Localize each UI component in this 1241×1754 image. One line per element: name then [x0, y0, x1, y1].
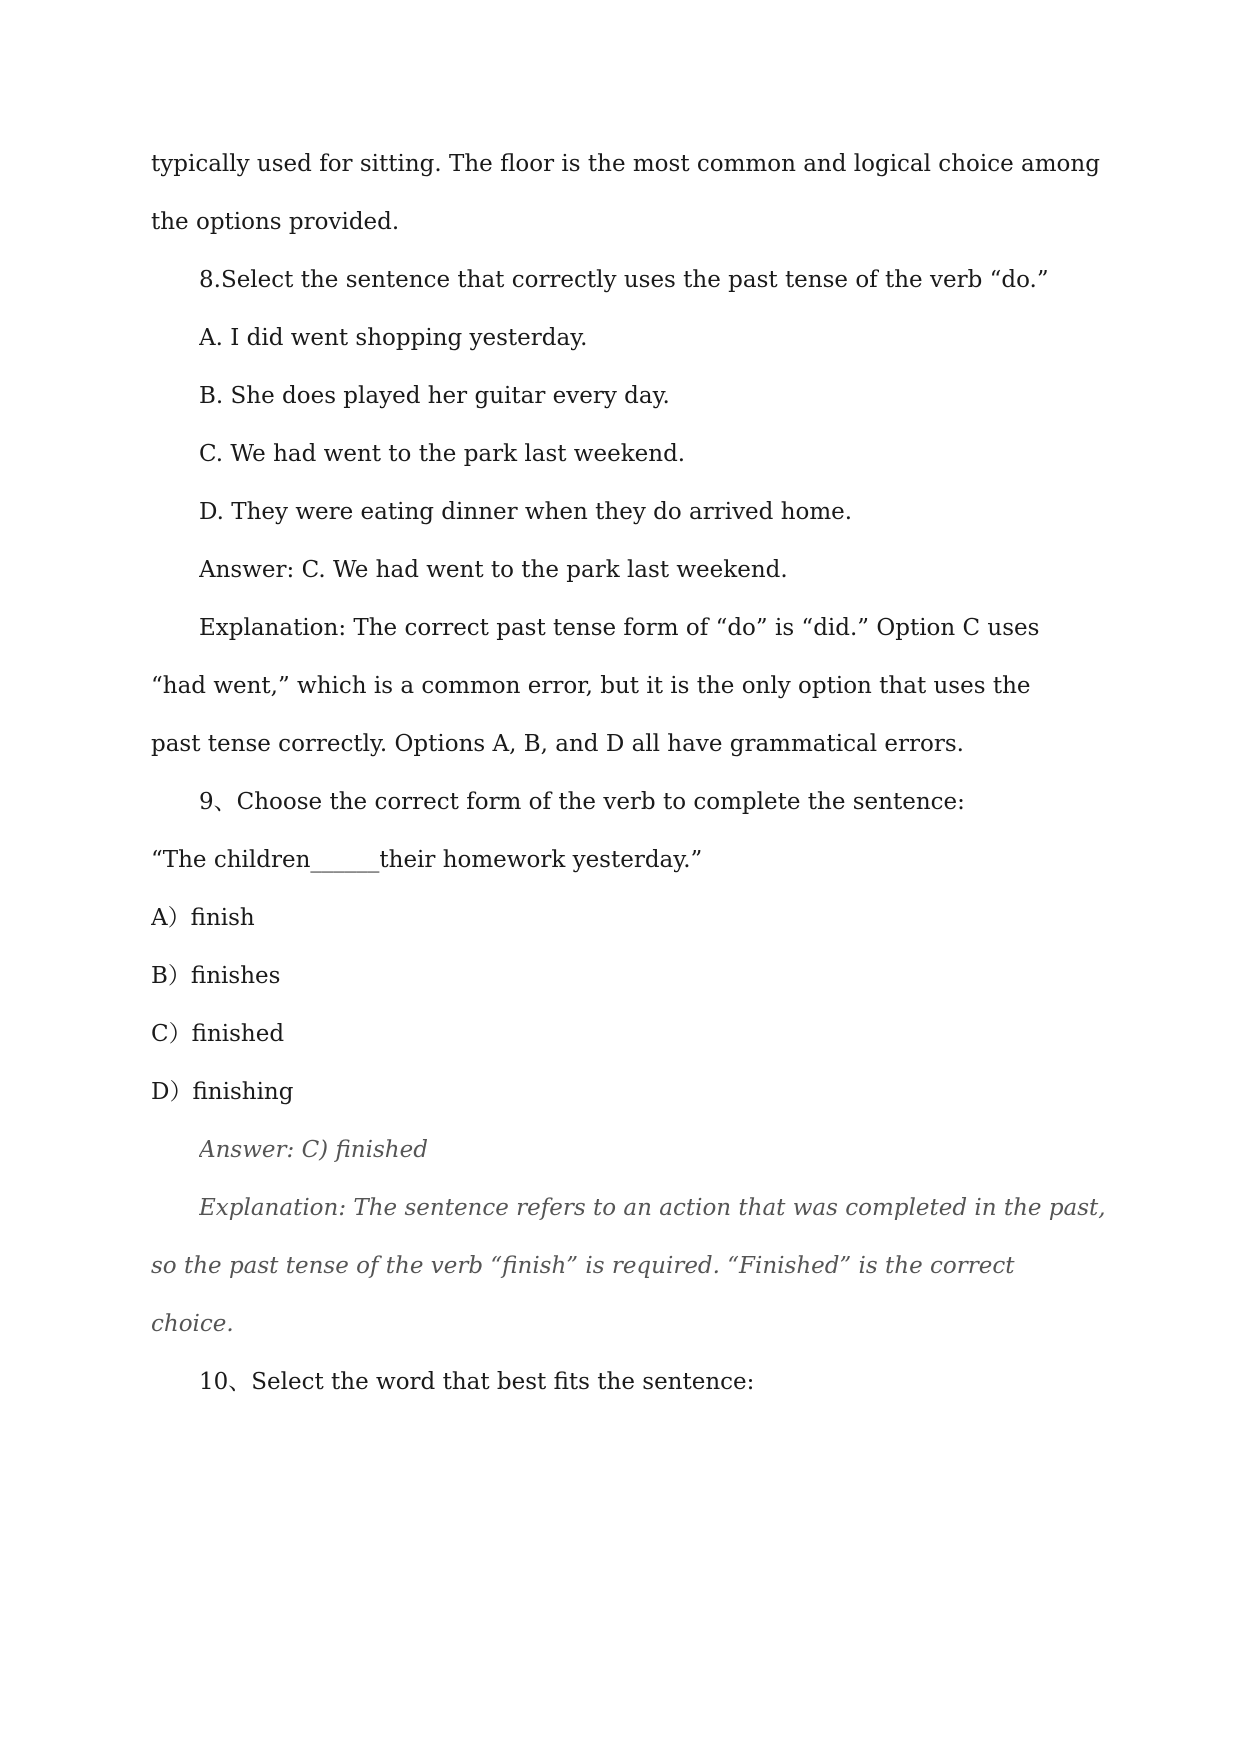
q8-explanation-line-1: Explanation: The correct past tense form of “do” is “did.” Option C uses [199, 615, 1040, 641]
q9-answer: Answer: C) finished [199, 1137, 428, 1163]
q9-option-a: A）finish [151, 905, 255, 931]
q8-option-a: A. I did went shopping yesterday. [199, 325, 588, 351]
q9-option-b: B）finishes [151, 963, 281, 989]
q8-option-b: B. She does played her guitar every day. [199, 383, 670, 409]
q9-explanation-line-2: so the past tense of the verb “finish” is required. “Finished” is the correct [151, 1253, 1015, 1279]
q9-explanation-line-1: Explanation: The sentence refers to an action that was completed in the past, [199, 1195, 1106, 1221]
q9-option-c: C）finished [151, 1021, 285, 1047]
q9-option-d: D）finishing [151, 1079, 294, 1105]
question-9: 9、Choose the correct form of the verb to complete the sentence: [199, 789, 965, 815]
q8-explanation-line-3: past tense correctly. Options A, B, and D all have grammatical errors. [151, 731, 964, 757]
q8-option-d: D. They were eating dinner when they do arrived home. [199, 499, 853, 525]
question-8: 8.Select the sentence that correctly uses the past tense of the verb “do.” [199, 267, 1049, 293]
question-10: 10、Select the word that best fits the sentence: [199, 1369, 755, 1395]
prev-explanation-line-1: typically used for sitting. The floor is the most common and logical choice among [151, 151, 1100, 177]
prev-explanation-line-2: the options provided. [151, 209, 400, 235]
q8-answer: Answer: C. We had went to the park last weekend. [199, 557, 788, 583]
q8-explanation-line-2: “had went,” which is a common error, but it is the only option that uses the [151, 673, 1031, 699]
q9-explanation-line-3: choice. [151, 1311, 234, 1337]
q8-option-c: C. We had went to the park last weekend. [199, 441, 686, 467]
question-9-sentence: “The children______their homework yesterday.” [151, 847, 703, 873]
